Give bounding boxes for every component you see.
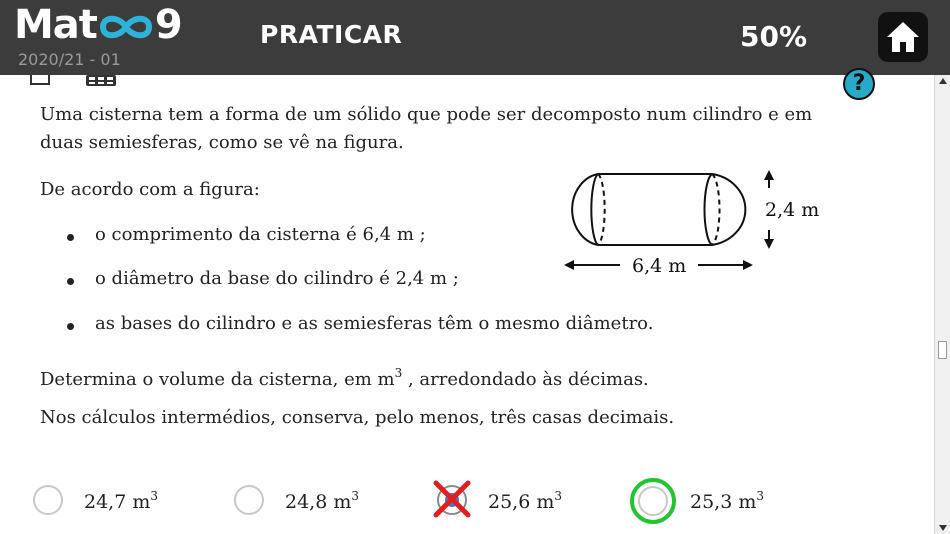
option-exponent: 3 [351, 489, 360, 503]
bullet-item: o diâmetro da base do cilindro é 2,4 m ; [95, 268, 459, 289]
option-value: 25,6 m [488, 491, 555, 513]
app-logo [14, 0, 182, 50]
option-value: 25,3 m [690, 491, 757, 513]
task-text: Determina o volume da cisterna, em m [40, 369, 395, 390]
option-exponent: 3 [756, 489, 765, 503]
cistern-figure [560, 166, 840, 286]
home-button[interactable] [878, 12, 928, 62]
option-exponent: 3 [150, 489, 159, 503]
option-label-2[interactable] [285, 489, 359, 513]
question-note: Nos cálculos intermédios, conserva, pelo menos, três casas decimais. [40, 407, 675, 428]
bullet-dot [67, 278, 74, 285]
option-value: 24,8 m [285, 491, 352, 513]
bullet-dot [67, 234, 74, 241]
option-label-3[interactable] [488, 489, 562, 513]
logo-text-left: Mat [14, 2, 97, 48]
vertical-scrollbar[interactable] [934, 75, 950, 534]
option-label-4[interactable] [690, 489, 764, 513]
question-lead: De acordo com a figura: [40, 179, 260, 200]
progress-percent: 50% [740, 20, 808, 53]
option-radio-4[interactable] [638, 486, 668, 516]
cross-icon [432, 479, 472, 519]
bullet-item: as bases do cilindro e as semiesferas têm o mesmo diâmetro. [95, 313, 654, 334]
grid-icon[interactable] [86, 75, 116, 86]
bullet-item: o comprimento da cisterna é 6,4 m ; [95, 224, 426, 245]
scroll-up-arrow-icon[interactable] [939, 78, 947, 84]
tool-icon-peek[interactable] [30, 75, 50, 85]
task-exponent: 3 [394, 366, 403, 380]
home-icon [885, 20, 921, 54]
scroll-thumb[interactable] [938, 341, 947, 359]
infinity-icon [97, 12, 155, 42]
option-value: 24,7 m [84, 491, 151, 513]
bullet-dot [67, 323, 74, 330]
scroll-down-arrow-icon[interactable] [939, 525, 947, 531]
season-label: 2020/21 - 01 [18, 50, 121, 69]
length-label: 6,4 m [632, 255, 687, 277]
option-label-1[interactable] [84, 489, 158, 513]
page-title: PRATICAR [260, 20, 403, 49]
top-bar [0, 0, 950, 75]
question-intro: Uma cisterna tem a forma de um sólido que pode ser decomposto num cilindro e em duas semiesferas, como se vê na figura. [40, 104, 813, 153]
question-task [40, 359, 649, 394]
option-radio-1[interactable] [33, 485, 63, 515]
logo-text-right: 9 [154, 2, 182, 48]
task-text-end: , arredondado às décimas. [402, 369, 649, 390]
height-label: 2,4 m [765, 199, 820, 221]
option-radio-2[interactable] [234, 485, 264, 515]
help-icon[interactable]: ? [843, 68, 875, 100]
option-exponent: 3 [554, 489, 563, 503]
